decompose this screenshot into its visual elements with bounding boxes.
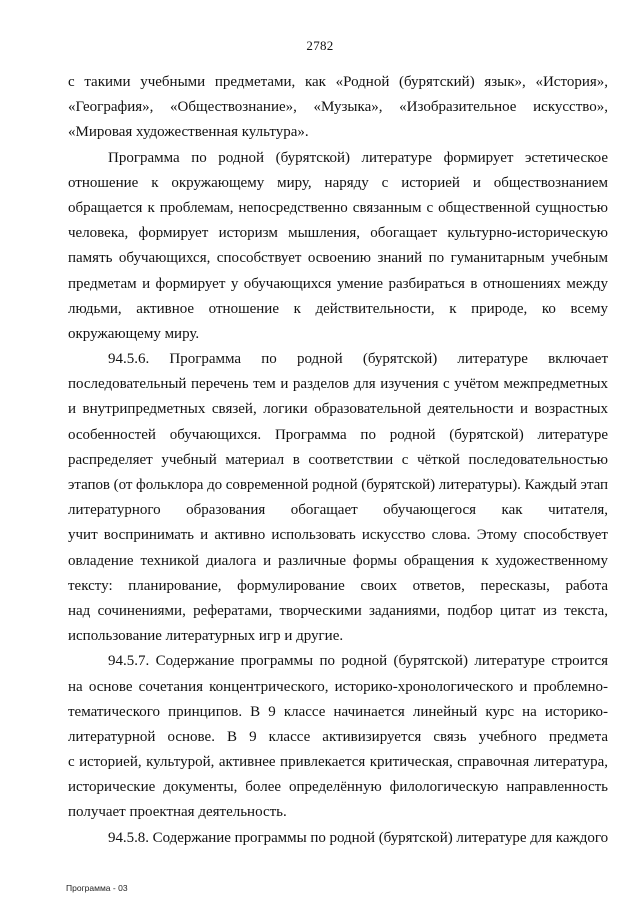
text-line: 94.5.7. Содержание программы по родной (бурятской) литературе строится [108, 653, 608, 670]
text-line: этапов (от фольклора до современной родной (бурятской) литературы). Каждый этап [68, 477, 608, 493]
text-line: овладение техникой диалога и различные формы обращения к художественному [68, 552, 608, 569]
text-line: тематического принципов. В 9 классе начинается линейный курс на историко- [68, 703, 608, 720]
text-line: 94.5.8. Содержание программы по родной (бурятской) литературе для каждого [108, 829, 609, 846]
text-line: литературного образования обогащает обучающегося как читателя, [68, 502, 608, 519]
text-line: 94.5.6. Программа по родной (бурятской) литературе включает [108, 351, 608, 368]
text-line: над сочинениями, рефератами, творческими заданиями, подбор цитат из текста, [68, 602, 608, 619]
text-line: окружающему миру. [68, 325, 200, 342]
text-line: и внутрипредметных связей, логики образовательной деятельности и возрастных [68, 401, 608, 418]
page-number: 2782 [306, 38, 334, 53]
text-line: обращается к проблемам, непосредственно связанным с общественной сущностью [68, 199, 608, 216]
document-body [68, 70, 608, 851]
text-line: последовательный перечень тем и разделов для изучения с учётом межпредметных [68, 376, 608, 393]
text-line: человека, формирует историзм мышления, обогащает культурно-историческую [68, 225, 608, 242]
text-line: предметам и формирует у обучающихся умение разбираться в отношениях между [68, 275, 608, 292]
text-line: литературной основе. В 9 классе активизируется связь учебного предмета [68, 728, 608, 745]
text-line: тексту: планирование, формулирование своих ответов, пересказы, работа [68, 577, 608, 594]
text-line: особенностей обучающихся. Программа по родной (бурятской) литературе [68, 426, 608, 443]
text-line: с такими учебными предметами, как «Родной (бурятский) язык», «История», [68, 74, 608, 90]
text-line: с историей, культурой, активнее привлекается критическая, справочная литература, [68, 754, 608, 771]
text-line: исторические документы, более определённую филологическую направленность [68, 779, 608, 796]
text-line: учит воспринимать и активно использовать искусство слова. Этому способствует [68, 527, 608, 544]
text-line: отношение к окружающему миру, наряду с историей и обществознанием [68, 174, 608, 191]
text-line: использование литературных игр и другие. [68, 628, 344, 645]
text-line: «География», «Обществознание», «Музыка», «Изобразительное искусство», [68, 99, 608, 116]
text-line: людьми, активное отношение к действительности, к природе, ко всему [68, 300, 608, 317]
text-line: на основе сочетания концентрического, историко-хронологического и проблемно- [68, 678, 608, 695]
text-line: Программа по родной (бурятской) литературе формирует эстетическое [108, 149, 608, 166]
text-line: «Мировая художественная культура». [68, 124, 309, 141]
footer-label: Программа - 03 [66, 883, 128, 893]
text-line: получает проектная деятельность. [68, 804, 287, 821]
text-line: память обучающихся, способствует освоению знаний по гуманитарным учебным [68, 250, 608, 267]
text-line: распределяет учебный материал в соответствии с чёткой последовательностью [68, 451, 608, 468]
